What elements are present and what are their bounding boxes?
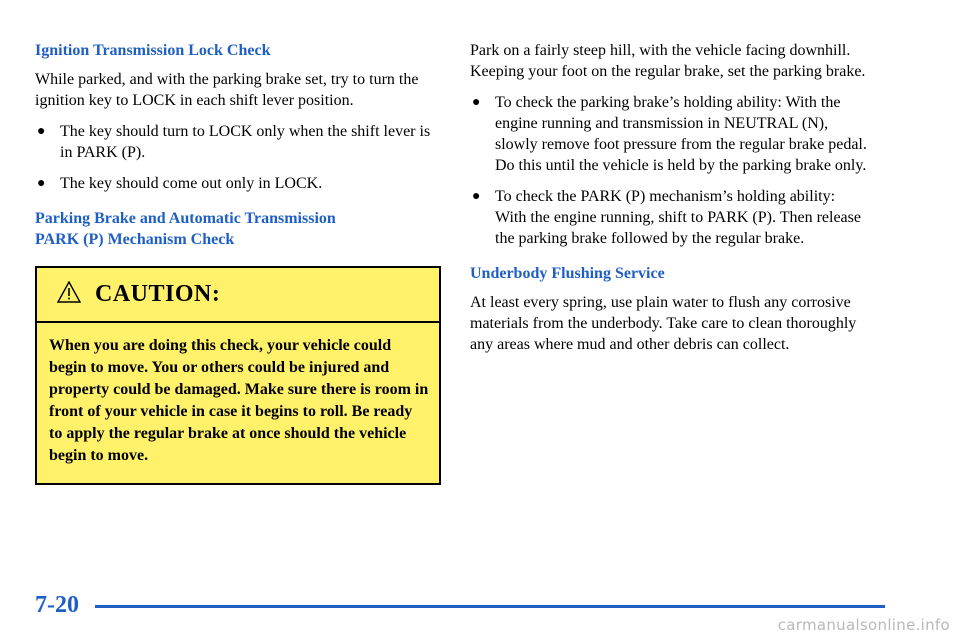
section-heading-ignition-lock: Ignition Transmission Lock Check xyxy=(35,42,271,59)
caution-title: CAUTION: xyxy=(95,281,221,307)
page-number: 7-20 xyxy=(35,592,79,618)
ignition-lock-bullets xyxy=(35,121,440,194)
footer-divider xyxy=(95,605,885,608)
list-item: ● To check the parking brake’s holding ability: With the engine running and transmission in NEUTRAL (N), slowly remove foot pressure from the regular brake pedal. Do this until the vehicle is held by the parking brake only. xyxy=(472,94,867,174)
bullet-icon: ● xyxy=(37,176,46,191)
left-column xyxy=(35,40,440,485)
bullet-icon: ● xyxy=(37,124,46,139)
list-item: ● The key should come out only in LOCK. xyxy=(37,175,323,192)
caution-text: When you are doing this check, your vehicle could begin to move. You or others could be injured and property could be damaged. Make sure there is room in front of your vehicle in case it begins to roll. Be ready to apply the regular brake at once should the vehicle begin to move. xyxy=(37,323,439,483)
right-column xyxy=(470,40,870,365)
section-heading-parking-brake: Parking Brake and Automatic Transmission PARK (P) Mechanism Check xyxy=(35,210,336,248)
watermark-text: carmanualsonline.info xyxy=(777,616,950,634)
hill-test-bullets xyxy=(470,92,870,249)
hill-test-intro: Park on a fairly steep hill, with the vehicle facing downhill. Keeping your foot on the regular brake, set the parking brake. xyxy=(470,42,866,80)
caution-box xyxy=(35,266,441,485)
section-heading-underbody: Underbody Flushing Service xyxy=(470,265,665,282)
warning-triangle-icon xyxy=(57,281,81,308)
underbody-body: At least every spring, use plain water to flush any corrosive materials from the underbody. Take care to clean thoroughly any areas where mud and other debris can collect. xyxy=(470,294,857,353)
list-item: ● To check the PARK (P) mechanism’s holding ability: With the engine running, shift to PARK (P). Then release the parking brake followed by the regular brake. xyxy=(472,188,861,247)
bullet-icon: ● xyxy=(472,95,481,110)
bullet-icon: ● xyxy=(472,189,481,204)
list-item: ● The key should turn to LOCK only when the shift lever is in PARK (P). xyxy=(37,123,431,161)
ignition-lock-intro: While parked, and with the parking brake set, try to turn the ignition key to LOCK in each shift lever position. xyxy=(35,71,419,109)
caution-header xyxy=(37,268,439,323)
